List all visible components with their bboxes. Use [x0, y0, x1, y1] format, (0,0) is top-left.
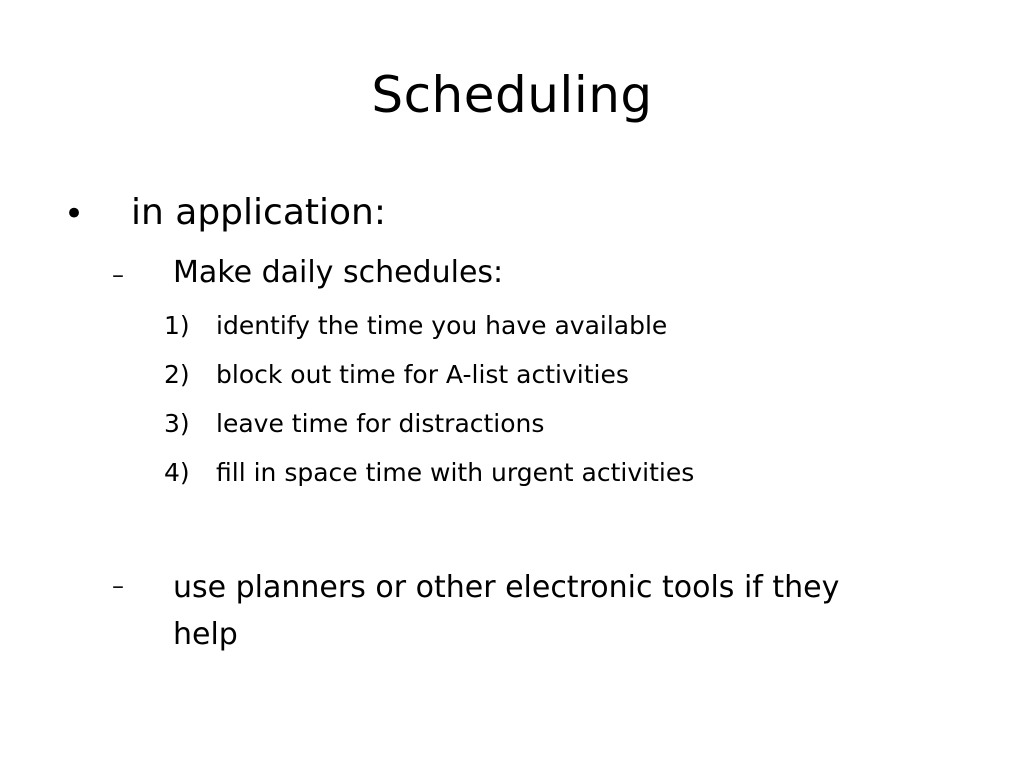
sub-item-marker: – — [112, 261, 124, 289]
sub-item-text: Make daily schedules: — [173, 255, 504, 290]
step-text: fill in space time with urgent activities — [216, 458, 695, 487]
sub-item-marker: – — [112, 572, 124, 600]
slide-title: Scheduling — [371, 66, 653, 124]
step-text: block out time for A-list activities — [216, 360, 629, 389]
bullet-marker: • — [64, 194, 85, 234]
step-number: 2) — [164, 360, 190, 389]
step-number: 1) — [164, 311, 190, 340]
step-text: identify the time you have available — [216, 311, 668, 340]
sub-item-text: use planners or other electronic tools if they help — [173, 570, 840, 652]
step-number: 4) — [164, 458, 190, 487]
step-text: leave time for distractions — [216, 409, 545, 438]
bullet-text: in application: — [131, 192, 386, 233]
step-number: 3) — [164, 409, 190, 438]
